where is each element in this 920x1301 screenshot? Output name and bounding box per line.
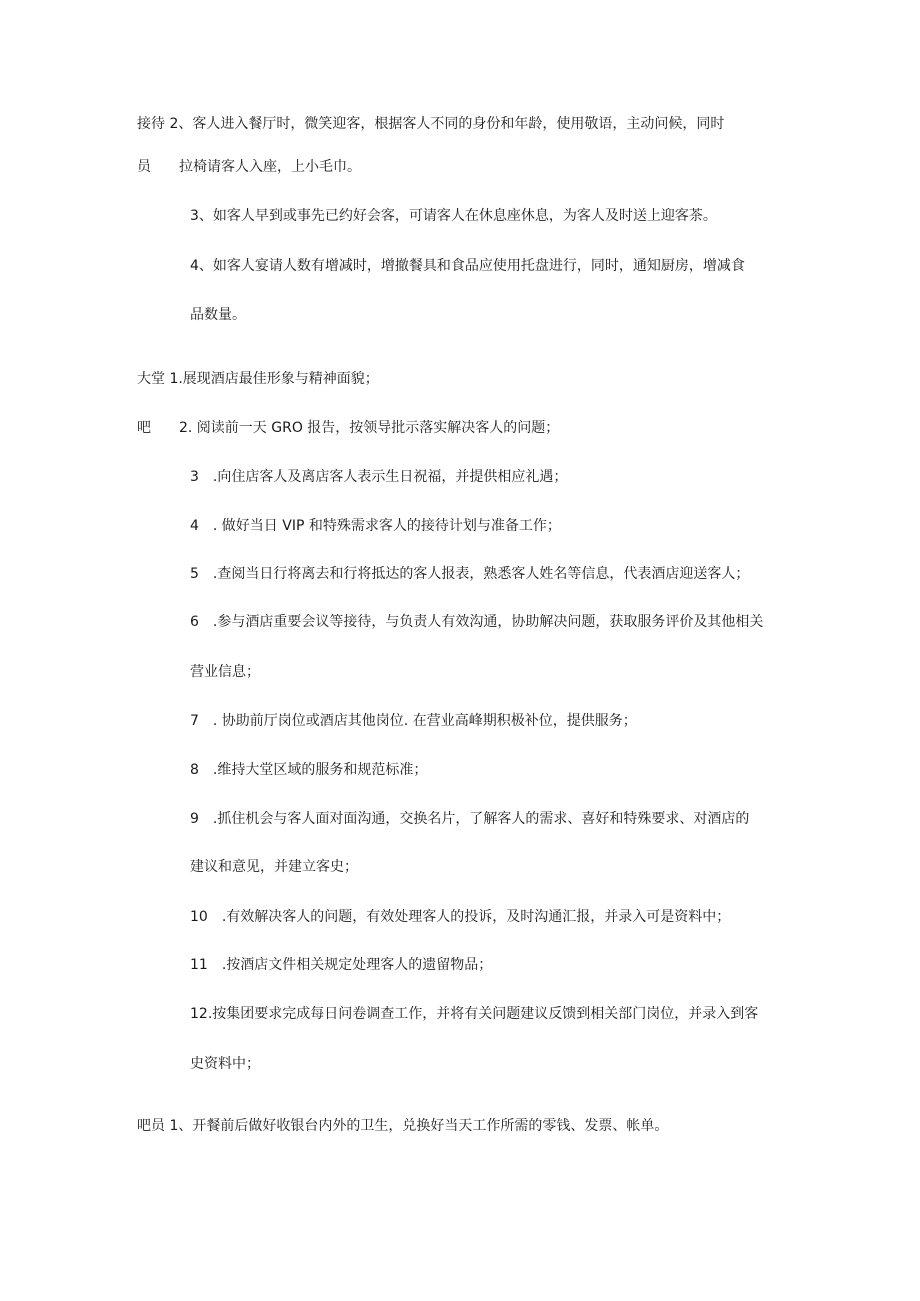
text-line: 建议和意见，并建立客史； — [190, 859, 358, 875]
text-line: 营业信息； — [190, 664, 260, 680]
text-line: 吧 2. 阅读前一天 GRO 报告，按领导批示落实解决客人的问题； — [137, 420, 560, 436]
text-line: 5 .查阅当日行将离去和行将抵达的客人报表，熟悉客人姓名等信息，代表酒店迎送客人； — [190, 566, 750, 582]
text-line: 4、如客人宴请人数有增减时，增撤餐具和食品应使用托盘进行，同时，通知厨房，增减食 — [190, 258, 745, 274]
text-line: 大堂 1.展现酒店最佳形象与精神面貌； — [137, 371, 379, 387]
text-line: 3、如客人早到或事先已约好会客，可请客人在休息座休息，为客人及时送上迎客茶。 — [190, 208, 717, 224]
text-line: 12.按集团要求完成每日问卷调查工作，并将有关问题建议反馈到相关部门岗位，并录入到客 — [190, 1006, 759, 1022]
text-line: 员 拉椅请客人入座，上小毛巾。 — [137, 159, 361, 175]
text-line: 吧员 1、开餐前后做好收银台内外的卫生，兑换好当天工作所需的零钱、发票、帐单。 — [137, 1118, 669, 1134]
text-line: 品数量。 — [190, 307, 246, 323]
text-line: 10 .有效解决客人的问题，有效处理客人的投诉，及时沟通汇报，并录入可是资料中； — [190, 909, 731, 925]
text-line: 7 . 协助前厅岗位或酒店其他岗位. 在营业高峰期积极补位，提供服务； — [190, 713, 637, 729]
text-line: 3 .向住店客人及离店客人表示生日祝福，并提供相应礼遇； — [190, 469, 568, 485]
text-line: 6 .参与酒店重要会议等接待，与负责人有效沟通，协助解决问题，获取服务评价及其他相关 — [190, 614, 764, 630]
text-line: 接待 2、客人进入餐厅时，微笑迎客，根据客人不同的身份和年龄，使用敬语，主动问候，同时 — [137, 116, 725, 132]
text-line: 4 . 做好当日 VIP 和特殊需求客人的接待计划与准备工作； — [190, 518, 561, 534]
text-line: 8 .维持大堂区域的服务和规范标准； — [190, 762, 428, 778]
text-line: 9 .抓住机会与客人面对面沟通，交换名片，了解客人的需求、喜好和特殊要求、对酒店的 — [190, 811, 750, 827]
text-line: 史资料中； — [190, 1056, 260, 1072]
text-line: 11 .按酒店文件相关规定处理客人的遗留物品； — [190, 957, 493, 973]
